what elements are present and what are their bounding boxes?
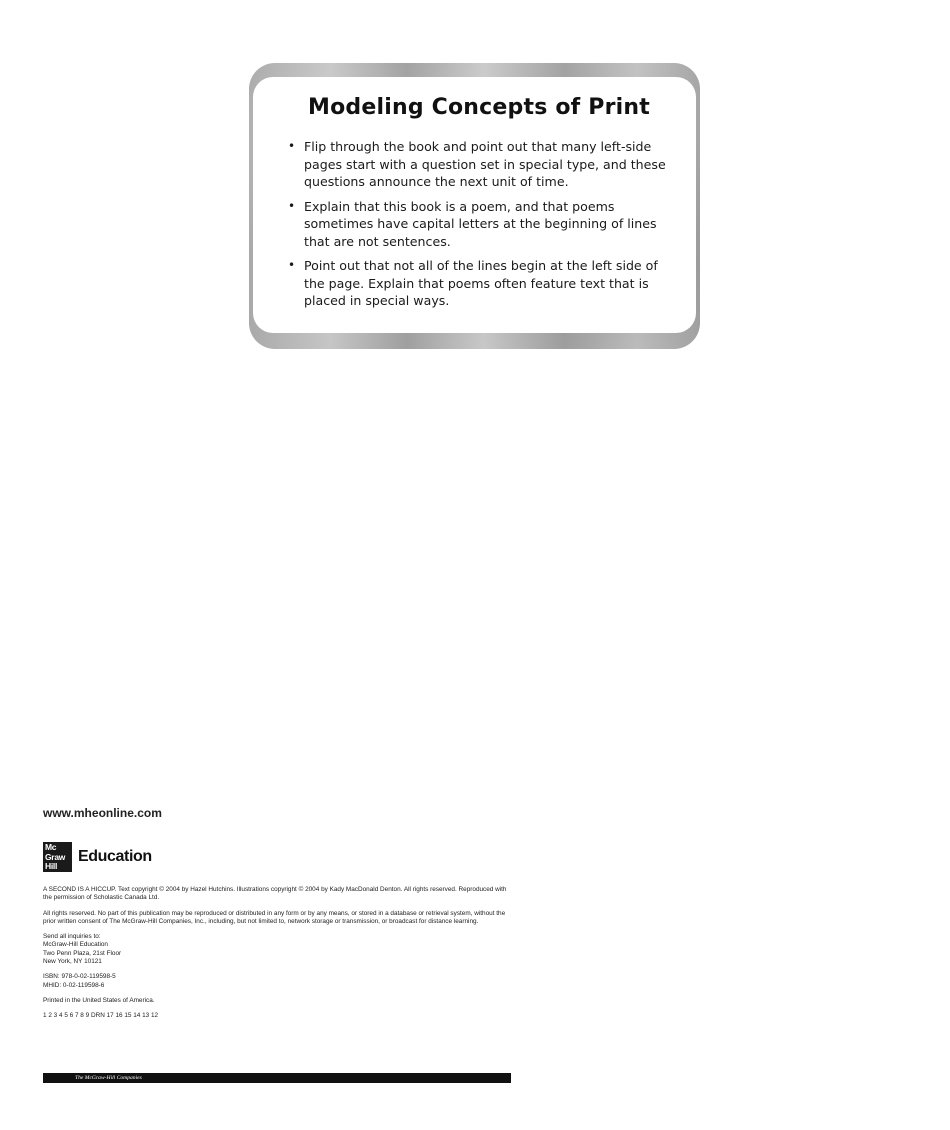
logo-line: Graw: [45, 851, 66, 862]
mcgraw-hill-companies-bar: The McGraw-Hill Companies: [43, 1073, 511, 1083]
bullet-item: [286, 198, 672, 251]
isbn-block: [43, 973, 513, 990]
logo-wordmark: Education: [78, 848, 152, 865]
bullet-dot: •: [288, 258, 296, 272]
inquiries-line: McGraw-Hill Education: [43, 941, 108, 949]
card-title: Modeling Concepts of Print: [308, 95, 650, 120]
concepts-of-print-card: [249, 63, 700, 349]
logo-line: Hill: [45, 861, 58, 871]
isbn-text: ISBN: 978-0-02-119598-5: [43, 973, 116, 981]
inquiries-block: [43, 933, 513, 966]
bullet-dot: •: [288, 198, 296, 213]
mcgraw-hill-logo-icon: [43, 842, 72, 872]
bullet-text: Flip through the book and point out that many left-side pages start with a question set in special type, and these questions announce the next unit of time.: [304, 139, 666, 189]
card-content: [253, 77, 696, 333]
logo-line: Mc: [45, 842, 57, 852]
printed-text: Printed in the United States of America.: [43, 996, 155, 1004]
rights-text: All rights reserved. No part of this publication may be reproduced or distributed in any form or by any means, or stored in a database or retrieval system, without the prior written consent of The McGraw-Hill Companies, Inc., including, but not limited to, network storage or transmission, or broadcast for distance learning.: [43, 909, 506, 925]
website-url: www.mheonline.com: [43, 806, 162, 820]
bullet-item: [286, 257, 672, 310]
print-line: 1 2 3 4 5 6 7 8 9 DRN 17 16 15 14 13 12: [43, 1012, 159, 1020]
bullet-item: [286, 138, 672, 191]
mcgraw-hill-education-logo: [43, 842, 152, 872]
inquiries-line: New York, NY 10121: [43, 958, 102, 966]
bullet-list: [286, 138, 672, 310]
bullet-text: Explain that this book is a poem, and that poems sometimes have capital letters at the beginning of lines that are not sentences.: [304, 198, 657, 249]
copyright-block: [43, 886, 513, 1028]
bullet-dot: •: [288, 139, 296, 153]
inquiries-line: Send all inquiries to:: [43, 933, 101, 941]
bullet-text: Point out that not all of the lines begin at the left side of the page. Explain that poems often feature text that is placed in special ways.: [304, 258, 658, 308]
copyright-text: A SECOND IS A HICCUP. Text copyright © 2004 by Hazel Hutchins. Illustrations copyright © 2004 by Kady MacDonald Denton. All rights reserved. Reproduced with the permission of Scholastic Canada Ltd.: [43, 886, 507, 902]
mhid-text: MHID: 0-02-119598-6: [43, 981, 105, 989]
inquiries-line: Two Penn Plaza, 21st Floor: [43, 949, 122, 957]
